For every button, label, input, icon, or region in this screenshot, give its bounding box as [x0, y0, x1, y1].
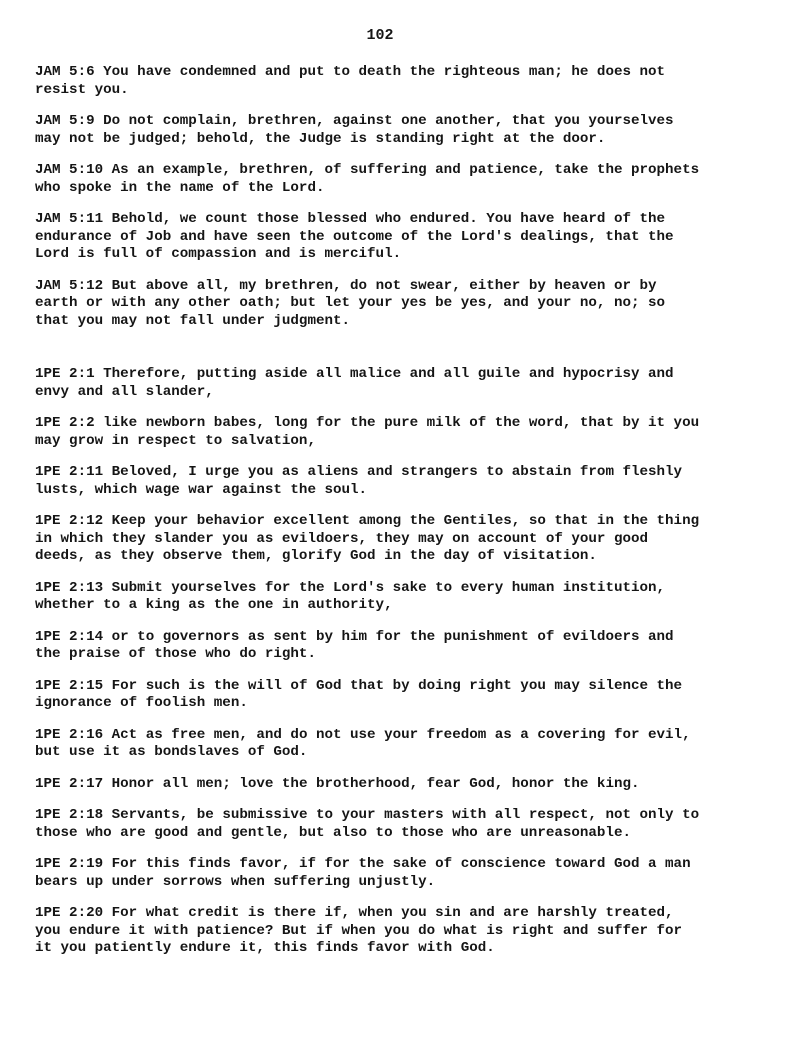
verse-text: Do not complain, brethren, against one another, that you yourselves may not be judged; behold, the Judge is standing right at the door.	[35, 113, 674, 147]
verse-reference: 1PE 2:2	[35, 415, 95, 431]
verse-reference: 1PE 2:17	[35, 775, 104, 792]
verse-text: Behold, we count those blessed who endured. You have heard of the endurance of Job and have seen the outcome of the Lord's dealings, that the Lord is full of compassion and is merciful.	[35, 211, 674, 262]
verse-reference: 1PE 2:11	[35, 464, 104, 480]
verse-text: For such is the will of God that by doing right you may silence the ignorance of foolish men.	[35, 677, 683, 711]
verse-paragraph	[35, 64, 775, 99]
verse-text: Act as free men, and do not use your freedom as a covering for evil, but use it as bondslaves of God.	[35, 726, 691, 760]
verse-reference: JAM 5:10	[35, 162, 104, 178]
verse-paragraph	[35, 807, 775, 842]
verse-reference: 1PE 2:20	[35, 905, 104, 921]
verse-paragraph	[35, 464, 775, 499]
verse-text: Keep your behavior excellent among the Gentiles, so that in the thing in which they slander you as evildoers, they may on account of your good deeds, as they observe them, glorify God in the day of visitation.	[35, 513, 700, 564]
page-number: 102	[366, 27, 394, 44]
verse-reference: 1PE 2:14	[35, 628, 104, 645]
verse-reference: JAM 5:6	[35, 64, 95, 80]
verse-text: Servants, be submissive to your masters with all respect, not only to those who are good and gentle, but also to those who are unreasonable.	[35, 807, 700, 841]
verse-paragraph	[35, 856, 775, 891]
verse-text: or to governors as sent by him for the punishment of evildoers and the praise of those who do right.	[35, 628, 674, 662]
verse-text: For what credit is there if, when you sin and are harshly treated, you endure it with patience? But if when you do what is right and suffer for it you patiently endure it, this finds favor with God.	[35, 905, 683, 956]
verse-reference: 1PE 2:1	[35, 366, 95, 382]
verse-reference: 1PE 2:12	[35, 513, 104, 529]
verse-paragraph	[35, 366, 775, 401]
verse-text: Therefore, putting aside all malice and all guile and hypocrisy and envy and all slander,	[35, 366, 674, 400]
verse-text: For this finds favor, if for the sake of conscience toward God a man bears up under sorrows when suffering unjustly.	[35, 856, 691, 890]
verse-reference: 1PE 2:15	[35, 677, 104, 694]
verse-paragraph	[35, 776, 775, 794]
verse-reference: 1PE 2:16	[35, 726, 104, 743]
verse-paragraph	[35, 629, 775, 664]
verse-paragraph	[35, 278, 775, 331]
verse-paragraph	[35, 905, 775, 958]
verse-paragraph	[35, 678, 775, 713]
section-gap	[35, 344, 775, 366]
verse-text: like newborn babes, long for the pure milk of the word, that by it you may grow in respect to salvation,	[35, 415, 700, 449]
verse-text: Submit yourselves for the Lord's sake to every human institution, whether to a king as the one in authority,	[35, 579, 666, 613]
verse-paragraph	[35, 727, 775, 762]
verse-reference: 1PE 2:18	[35, 807, 104, 823]
verse-paragraph	[35, 415, 775, 450]
verse-reference: JAM 5:11	[35, 211, 104, 227]
verse-reference: JAM 5:12	[35, 277, 104, 294]
verse-text: Beloved, I urge you as aliens and strangers to abstain from fleshly lusts, which wage war against the soul.	[35, 464, 683, 498]
verse-text: Honor all men; love the brotherhood, fear God, honor the king.	[111, 775, 640, 792]
verse-paragraph	[35, 580, 775, 615]
verse-text: You have condemned and put to death the righteous man; he does not resist you.	[35, 64, 666, 98]
verse-paragraph	[35, 113, 775, 148]
verse-reference: 1PE 2:19	[35, 856, 104, 872]
verse-text: As an example, brethren, of suffering and patience, take the prophets who spoke in the name of the Lord.	[35, 162, 700, 196]
verse-paragraph	[35, 211, 775, 264]
verse-paragraph	[35, 162, 775, 197]
verse-text: But above all, my brethren, do not swear, either by heaven or by earth or with any other oath; but let your yes be yes, and your no, no; so that you may not fall under judgment.	[35, 277, 666, 329]
verse-paragraph	[35, 513, 775, 566]
verse-reference: 1PE 2:13	[35, 579, 104, 596]
verse-reference: JAM 5:9	[35, 113, 95, 129]
verse-list	[35, 64, 775, 972]
